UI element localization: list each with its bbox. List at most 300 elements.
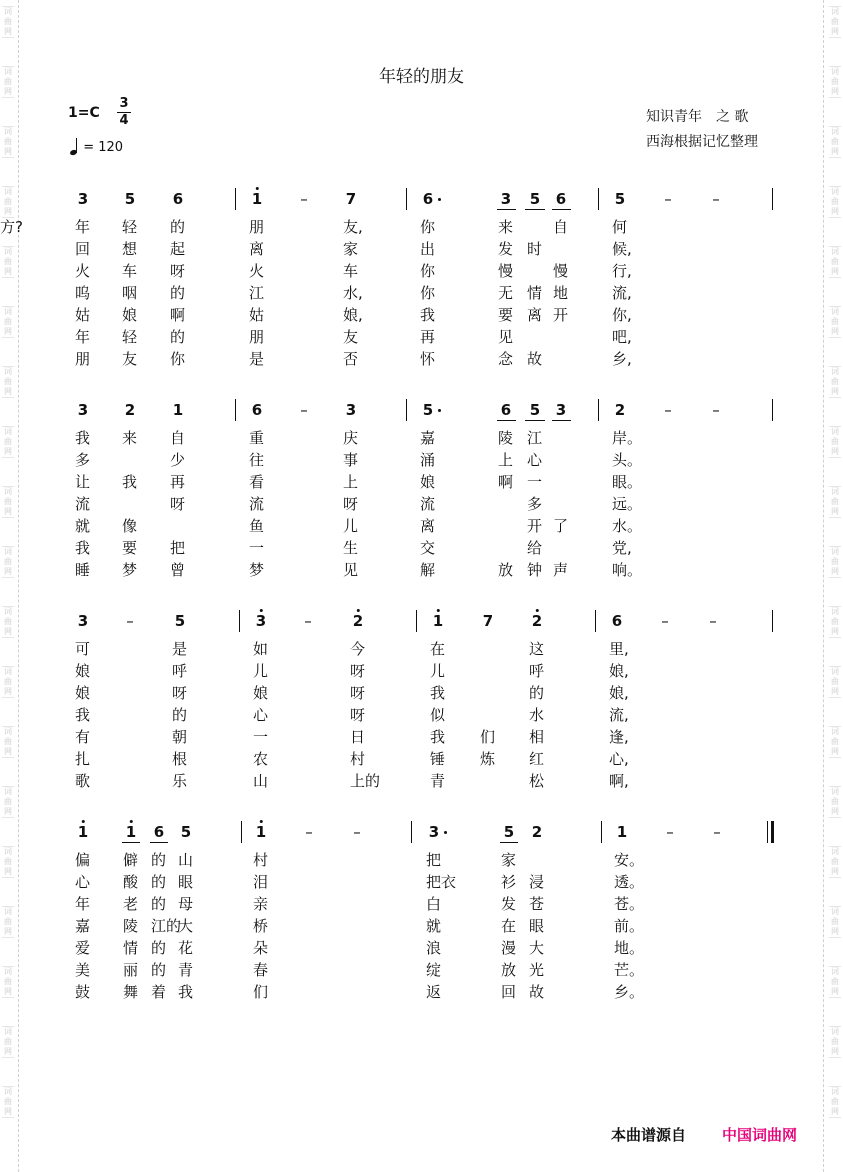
lyric-syllable: 地	[553, 284, 569, 302]
lyric-syllable: 红	[529, 750, 545, 768]
note: 5	[124, 190, 136, 208]
left-watermark-strip	[0, 0, 16, 1172]
lyric-syllable: 呀	[350, 684, 366, 702]
lyric-syllable: 苍	[529, 895, 545, 913]
watermark-char: 曲	[4, 677, 12, 686]
watermark-glyph-group	[2, 366, 14, 398]
lyric-syllable: 你	[420, 284, 436, 302]
note: 6	[611, 612, 623, 630]
final-barline-thick	[771, 821, 774, 843]
octave-high-dot	[256, 187, 259, 190]
barline	[241, 821, 242, 843]
lyric-syllable: 慢	[553, 262, 569, 280]
watermark-char: 曲	[831, 557, 839, 566]
watermark-char: 曲	[4, 857, 12, 866]
watermark-char: 词	[4, 1087, 12, 1096]
watermark-char: 词	[4, 667, 12, 676]
lyric-syllable: 丽	[123, 961, 139, 979]
watermark-glyph-group	[2, 186, 14, 218]
watermark-glyph-group	[829, 1026, 841, 1058]
lyric-syllable: 自	[170, 429, 186, 447]
watermark-char: 网	[831, 507, 839, 516]
lyric-syllable: 乡。	[614, 983, 645, 1001]
watermark-glyph-group	[2, 6, 14, 38]
watermark-char: 网	[831, 207, 839, 216]
watermark-glyph-group	[829, 846, 841, 878]
watermark-char: 网	[4, 507, 12, 516]
lyric-syllable: 的	[151, 873, 167, 891]
watermark-char: 词	[831, 847, 839, 856]
lyric-syllable: 流,	[609, 706, 629, 724]
note: 2	[614, 401, 626, 419]
sustain-dash: –	[709, 612, 717, 630]
watermark-char: 词	[4, 427, 12, 436]
watermark-char: 词	[831, 607, 839, 616]
lyric-syllable: 离	[249, 240, 265, 258]
lyric-syllable: 僻	[123, 851, 139, 869]
lyric-syllable: 少	[170, 451, 186, 469]
note: 7	[482, 612, 494, 630]
watermark-char: 词	[4, 127, 12, 136]
watermark-char: 曲	[4, 617, 12, 626]
lyric-syllable: 们	[480, 728, 496, 746]
lyric-syllable: 故	[529, 983, 545, 1001]
lyric-syllable: 上	[498, 451, 514, 469]
lyric-syllable: 把衣	[426, 873, 457, 891]
lyric-syllable: 离	[527, 306, 543, 324]
watermark-glyph-group	[2, 426, 14, 458]
watermark-char: 词	[831, 787, 839, 796]
right-watermark-strip	[827, 0, 843, 1172]
watermark-char: 网	[4, 327, 12, 336]
watermark-char: 曲	[4, 1037, 12, 1046]
lyric-syllable: 念	[498, 350, 514, 368]
note: 2	[124, 401, 136, 419]
lyric-syllable: 眼	[529, 917, 545, 935]
watermark-char: 词	[831, 247, 839, 256]
lyric-syllable: 水	[529, 706, 545, 724]
lyric-syllable: 友	[343, 328, 359, 346]
watermark-char: 曲	[831, 257, 839, 266]
lyric-syllable: 娘	[75, 684, 91, 702]
octave-high-dot	[82, 820, 85, 823]
barline	[772, 399, 773, 421]
watermark-glyph-group	[829, 786, 841, 818]
lyric-syllable: 呀	[172, 684, 188, 702]
lyric-syllable: 吧,	[612, 328, 632, 346]
lyric-syllable: 发	[501, 895, 517, 913]
lyric-syllable: 钟	[527, 561, 543, 579]
watermark-glyph-group	[829, 546, 841, 578]
augmentation-dot	[438, 198, 441, 201]
eighth-underline	[122, 842, 140, 843]
barline	[239, 610, 240, 632]
lyric-syllable: 们	[253, 983, 269, 1001]
lyric-syllable: 无	[498, 284, 514, 302]
watermark-glyph-group	[829, 906, 841, 938]
lyric-syllable: 嘉	[75, 917, 91, 935]
sustain-dash: –	[126, 612, 134, 630]
lyric-syllable: 就	[426, 917, 442, 935]
lyric-syllable: 你	[420, 218, 436, 236]
lyric-syllable: 我	[122, 473, 138, 491]
time-denominator: 4	[119, 113, 129, 128]
lyric-syllable: 是	[172, 640, 188, 658]
watermark-char: 网	[4, 987, 12, 996]
final-barline-thin	[767, 821, 768, 843]
lyric-syllable: 呀	[170, 262, 186, 280]
lyric-syllable: 重	[249, 429, 265, 447]
note: 5	[422, 401, 434, 419]
watermark-char: 曲	[4, 977, 12, 986]
sustain-dash: –	[664, 190, 672, 208]
barline	[235, 188, 236, 210]
watermark-char: 词	[4, 847, 12, 856]
watermark-char: 网	[4, 87, 12, 96]
watermark-char: 网	[4, 387, 12, 396]
lyric-syllable: 娘	[253, 684, 269, 702]
lyric-syllable: 着	[151, 983, 167, 1001]
lyric-syllable: 轻	[122, 218, 138, 236]
lyric-syllable: 鼓	[75, 983, 91, 1001]
note: 6	[251, 401, 263, 419]
lyric-syllable: 农	[253, 750, 269, 768]
lyric-syllable: 姑	[249, 306, 265, 324]
lyric-syllable: 心,	[609, 750, 629, 768]
lyric-syllable: 啊,	[609, 772, 629, 790]
watermark-char: 网	[831, 387, 839, 396]
note: 7	[345, 190, 357, 208]
watermark-char: 曲	[831, 377, 839, 386]
watermark-glyph-group	[2, 486, 14, 518]
barline	[411, 821, 412, 843]
watermark-char: 曲	[4, 797, 12, 806]
sustain-dash: –	[300, 401, 308, 419]
lyric-syllable: 一	[253, 728, 269, 746]
lyric-syllable: 有	[75, 728, 91, 746]
watermark-glyph-group	[829, 666, 841, 698]
lyric-syllable: 交	[420, 539, 436, 557]
lyric-syllable: 水。	[612, 517, 643, 535]
lyric-syllable: 情	[527, 284, 543, 302]
lyric-syllable: 娘	[420, 473, 436, 491]
watermark-char: 词	[4, 967, 12, 976]
watermark-char: 网	[4, 867, 12, 876]
lyric-syllable: 绽	[426, 961, 442, 979]
watermark-char: 词	[831, 967, 839, 976]
lyric-syllable: 时	[527, 240, 543, 258]
lyric-syllable: 朋	[75, 350, 91, 368]
lyric-syllable: 山	[253, 772, 269, 790]
barline	[601, 821, 602, 843]
lyric-syllable: 呀	[170, 495, 186, 513]
watermark-glyph-group	[2, 1086, 14, 1118]
time-numerator: 3	[119, 96, 129, 111]
lyric-syllable: 开	[553, 306, 569, 324]
sustain-dash: –	[304, 612, 312, 630]
lyric-syllable: 想	[122, 240, 138, 258]
lyric-syllable: 多	[75, 451, 91, 469]
lyric-syllable: 逢,	[609, 728, 629, 746]
lyric-syllable: 年	[75, 895, 91, 913]
lyric-syllable: 解	[420, 561, 436, 579]
watermark-glyph-group	[829, 6, 841, 38]
lyric-syllable: 自	[553, 218, 569, 236]
lyric-syllable: 我	[178, 983, 194, 1001]
lyric-syllable: 起	[170, 240, 186, 258]
lyric-syllable: 浪	[426, 939, 442, 957]
watermark-char: 曲	[831, 677, 839, 686]
note: 1	[616, 823, 628, 841]
eighth-underline	[525, 420, 545, 421]
lyric-syllable: 偏	[75, 851, 91, 869]
watermark-char: 曲	[831, 797, 839, 806]
lyric-syllable: 心	[75, 873, 91, 891]
quarter-note-stem	[76, 138, 77, 153]
time-signature	[117, 97, 131, 128]
lyric-syllable: 方?	[0, 218, 23, 236]
lyric-syllable: 家	[501, 851, 517, 869]
barline	[406, 399, 407, 421]
lyric-syllable: 江	[527, 429, 543, 447]
footer-source-label: 本曲谱源自	[611, 1126, 687, 1144]
sustain-dash: –	[664, 401, 672, 419]
octave-high-dot	[536, 609, 539, 612]
lyric-syllable: 老	[123, 895, 139, 913]
note: 2	[532, 612, 542, 630]
watermark-char: 网	[831, 747, 839, 756]
watermark-char: 曲	[831, 977, 839, 986]
lyric-syllable: 像	[122, 517, 138, 535]
watermark-char: 词	[4, 307, 12, 316]
sustain-dash: –	[300, 190, 308, 208]
lyric-syllable: 你	[420, 262, 436, 280]
credit-line: 知识青年 之 歌	[646, 109, 749, 125]
lyric-syllable: 开	[527, 517, 543, 535]
lyric-syllable: 朵	[253, 939, 269, 957]
watermark-char: 网	[831, 687, 839, 696]
sustain-dash: –	[305, 823, 313, 841]
lyric-syllable: 里,	[609, 640, 629, 658]
lyric-syllable: 朝	[172, 728, 188, 746]
lyric-syllable: 生	[343, 539, 359, 557]
lyric-syllable: 浸	[529, 873, 545, 891]
watermark-glyph-group	[829, 606, 841, 638]
lyric-syllable: 咽	[122, 284, 138, 302]
barline	[772, 188, 773, 210]
lyric-syllable: 在	[430, 640, 446, 658]
watermark-char: 曲	[4, 737, 12, 746]
lyric-syllable: 年	[75, 218, 91, 236]
watermark-char: 词	[4, 7, 12, 16]
watermark-char: 网	[831, 27, 839, 36]
barline	[598, 399, 599, 421]
lyric-syllable: 的	[170, 218, 186, 236]
octave-high-dot	[260, 820, 263, 823]
lyric-syllable: 姑	[75, 306, 91, 324]
lyric-syllable: 我	[430, 728, 446, 746]
lyric-syllable: 漫	[501, 939, 517, 957]
watermark-char: 词	[831, 127, 839, 136]
lyric-syllable: 放	[501, 961, 517, 979]
lyric-syllable: 村	[350, 750, 366, 768]
barline	[598, 188, 599, 210]
lyric-syllable: 流	[75, 495, 91, 513]
watermark-glyph-group	[829, 246, 841, 278]
lyric-syllable: 儿	[430, 662, 446, 680]
lyric-syllable: 候,	[612, 240, 632, 258]
lyric-syllable: 远。	[612, 495, 643, 513]
watermark-char: 网	[4, 147, 12, 156]
lyric-syllable: 怀	[420, 350, 436, 368]
watermark-char: 曲	[831, 137, 839, 146]
credit-line: 西海根据记忆整理	[646, 134, 758, 150]
lyric-syllable: 娘,	[609, 684, 629, 702]
watermark-char: 曲	[831, 197, 839, 206]
watermark-char: 网	[831, 327, 839, 336]
lyric-syllable: 山	[178, 851, 194, 869]
watermark-glyph-group	[2, 966, 14, 998]
lyric-syllable: 回	[75, 240, 91, 258]
lyric-syllable: 母	[178, 895, 194, 913]
watermark-glyph-group	[2, 306, 14, 338]
lyric-syllable: 桥	[253, 917, 269, 935]
watermark-char: 网	[4, 1047, 12, 1056]
lyric-syllable: 的	[170, 328, 186, 346]
watermark-char: 网	[831, 627, 839, 636]
watermark-glyph-group	[2, 546, 14, 578]
octave-high-dot	[437, 609, 440, 612]
watermark-char: 词	[831, 1027, 839, 1036]
watermark-char: 词	[4, 787, 12, 796]
note: 1	[126, 823, 136, 841]
tempo-value: = 120	[83, 140, 124, 155]
watermark-char: 曲	[4, 917, 12, 926]
lyric-syllable: 大	[178, 917, 194, 935]
octave-high-dot	[357, 609, 360, 612]
watermark-char: 曲	[831, 1037, 839, 1046]
lyric-syllable: 梦	[122, 561, 138, 579]
eighth-underline	[497, 420, 516, 421]
lyric-syllable: 让	[75, 473, 91, 491]
lyric-syllable: 流	[249, 495, 265, 513]
lyric-syllable: 啊	[498, 473, 514, 491]
barline	[416, 610, 417, 632]
sustain-dash: –	[712, 401, 720, 419]
lyric-syllable: 年	[75, 328, 91, 346]
watermark-char: 词	[831, 727, 839, 736]
lyric-syllable: 乐	[172, 772, 188, 790]
lyric-syllable: 的	[151, 895, 167, 913]
lyric-syllable: 呼	[529, 662, 545, 680]
lyric-syllable: 亲	[253, 895, 269, 913]
watermark-char: 词	[4, 247, 12, 256]
watermark-char: 网	[831, 147, 839, 156]
watermark-char: 网	[4, 747, 12, 756]
watermark-char: 词	[4, 1027, 12, 1036]
lyric-syllable: 要	[122, 539, 138, 557]
lyric-syllable: 出	[420, 240, 436, 258]
lyric-syllable: 陵	[123, 917, 139, 935]
lyric-syllable: 家	[343, 240, 359, 258]
lyric-syllable: 头。	[612, 451, 643, 469]
watermark-char: 网	[4, 567, 12, 576]
lyric-syllable: 梦	[249, 561, 265, 579]
lyric-syllable: 涌	[420, 451, 436, 469]
lyric-syllable: 的	[151, 851, 167, 869]
lyric-syllable: 春	[253, 961, 269, 979]
watermark-char: 网	[4, 27, 12, 36]
lyric-syllable: 娘,	[609, 662, 629, 680]
lyric-syllable: 否	[343, 350, 359, 368]
lyric-syllable: 慢	[498, 262, 514, 280]
watermark-char: 词	[831, 487, 839, 496]
lyric-syllable: 发	[498, 240, 514, 258]
lyric-syllable: 呜	[75, 284, 91, 302]
lyric-syllable: 娘	[75, 662, 91, 680]
lyric-syllable: 儿	[253, 662, 269, 680]
lyric-syllable: 我	[75, 539, 91, 557]
lyric-syllable: 嘉	[420, 429, 436, 447]
watermark-glyph-group	[829, 126, 841, 158]
lyric-syllable: 在	[501, 917, 517, 935]
watermark-char: 词	[4, 67, 12, 76]
lyric-syllable: 曾	[170, 561, 186, 579]
octave-high-dot	[260, 609, 263, 612]
note: 1	[252, 190, 262, 208]
watermark-char: 曲	[831, 17, 839, 26]
lyric-syllable: 给	[527, 539, 543, 557]
watermark-glyph-group	[829, 966, 841, 998]
eighth-underline	[500, 842, 518, 843]
note: 6	[500, 401, 512, 419]
note: 6	[153, 823, 165, 841]
barline	[772, 610, 773, 632]
footer-site-name: 中国词曲网	[722, 1126, 798, 1144]
watermark-char: 网	[831, 1047, 839, 1056]
lyric-syllable: 呀	[350, 662, 366, 680]
watermark-char: 网	[831, 807, 839, 816]
eighth-underline	[497, 209, 516, 210]
watermark-char: 网	[831, 987, 839, 996]
lyric-syllable: 见	[343, 561, 359, 579]
watermark-char: 词	[831, 7, 839, 16]
watermark-char: 网	[831, 867, 839, 876]
watermark-char: 曲	[4, 197, 12, 206]
watermark-char: 词	[831, 427, 839, 436]
watermark-char: 曲	[4, 377, 12, 386]
lyric-syllable: 青	[178, 961, 194, 979]
lyric-syllable: 娘,	[343, 306, 363, 324]
lyric-syllable: 呼	[172, 662, 188, 680]
watermark-char: 词	[831, 907, 839, 916]
lyric-syllable: 流,	[612, 284, 632, 302]
lyric-syllable: 心	[253, 706, 269, 724]
lyric-syllable: 娘	[122, 306, 138, 324]
lyric-syllable: 朋	[249, 328, 265, 346]
watermark-char: 曲	[831, 317, 839, 326]
lyric-syllable: 炼	[480, 750, 496, 768]
watermark-glyph-group	[2, 726, 14, 758]
lyric-syllable: 车	[343, 262, 359, 280]
eighth-underline	[552, 420, 571, 421]
sustain-dash: –	[713, 823, 721, 841]
lyric-syllable: 的	[172, 706, 188, 724]
lyric-syllable: 来	[122, 429, 138, 447]
watermark-char: 网	[4, 1107, 12, 1116]
lyric-syllable: 根	[172, 750, 188, 768]
sustain-dash: –	[353, 823, 361, 841]
